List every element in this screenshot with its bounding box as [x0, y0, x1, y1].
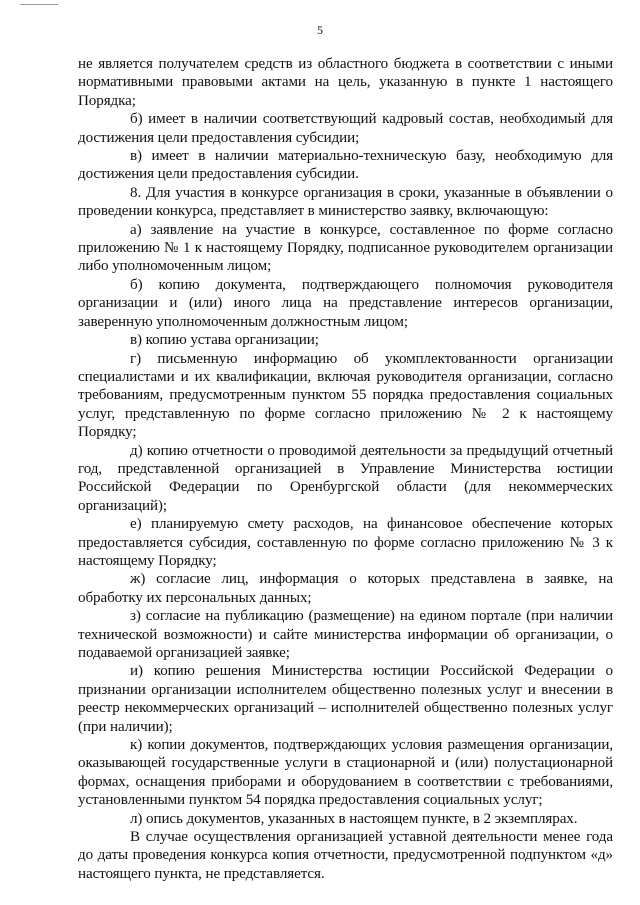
- paragraph-item-d-reporting-copy: д) копию отчетности о проводимой деятельности за предыдущий отчетный год, представленной организацией в Управление Министерства юстиции Российской Федерации по Оренбургской области (для некоммерческих организаций);: [78, 442, 613, 514]
- paragraph-item-a-application: а) заявление на участие в конкурсе, составленное по форме согласно приложению № 1 к настоящему Порядку, подписанное руководителем организации либо уполномоченным лицом;: [78, 221, 613, 275]
- paragraph-item-i-ministry-decision: и) копию решения Министерства юстиции Российской Федерации о признании организации исполнителем общественно полезных услуг и внесении в реестр некоммерческих организаций – исполнителей общественно полезных услуг (при наличии);: [78, 663, 613, 735]
- paragraph-item-z-publication-consent: з) согласие на публикацию (размещение) на едином портале (при наличии технической возможности) и сайте министерства информации об организации, о подаваемой организацией заявке;: [78, 608, 613, 661]
- paragraph-item-g-staffing-info: г) письменную информацию об укомплектованности организации специалистами и их квалификации, включая руководителя организации, согласно требованиям, предусмотренным пунктом 55 порядка предоставления социальных услуг, представленную по форме согласно приложению № 2 к настоящему Порядку;: [78, 350, 613, 441]
- paragraph-item-e-budget-estimate: е) планируемую смету расходов, на финансовое обеспечение которых предоставляется субсидия, составленную по форме согласно приложению № 3 к настоящему Порядку;: [78, 516, 613, 569]
- page-number: 5: [317, 23, 323, 37]
- paragraph-item-l-inventory: л) опись документов, указанных в настоящем пункте, в 2 экземплярах.: [130, 810, 578, 827]
- corner-scan-mark: [20, 4, 58, 5]
- paragraph-item-zh-personal-data-consent: ж) согласие лиц, информация о которых представлена в заявке, на обработку их персональных данных;: [78, 571, 613, 606]
- paragraph-item-b-authority-copy: б) копию документа, подтверждающего полномочия руководителя организации и (или) иного лица на представление интересов организации, заверенную уполномоченным должностным лицом;: [78, 276, 613, 330]
- paragraph-continuation: не является получателем средств из областного бюджета в соответствии с иными нормативными правовыми актами на цель, указанную в пункте 1 настоящего Порядка;: [78, 56, 613, 109]
- paragraph-item-b-staff: б) имеет в наличии соответствующий кадровый состав, необходимый для достижения цели предоставления субсидии;: [78, 111, 613, 146]
- paragraph-exception-note: В случае осуществления организацией уставной деятельности менее года до даты проведения конкурса копия отчетности, предусмотренной подпунктом «д» настоящего пункта, не представляется.: [78, 829, 613, 882]
- paragraph-item-v-material-base: в) имеет в наличии материально-техническую базу, необходимую для достижения цели предоставления субсидии.: [78, 148, 613, 183]
- paragraph-item-k-placement-documents: к) копии документов, подтверждающих условия размещения организации, оказывающей государственные услуги в стационарной и (или) полустационарной формах, оснащения приборами и оборудованием в соответствии с требованиями, установленными пунктом 54 порядка предоставления социальных услуг;: [78, 737, 613, 809]
- document-body: [78, 55, 613, 883]
- paragraph-point-8: 8. Для участия в конкурсе организация в сроки, указанные в объявлении о проведении конкурса, представляет в министерство заявку, включающую:: [78, 184, 613, 220]
- paragraph-item-v-charter-copy: в) копию устава организации;: [130, 332, 319, 349]
